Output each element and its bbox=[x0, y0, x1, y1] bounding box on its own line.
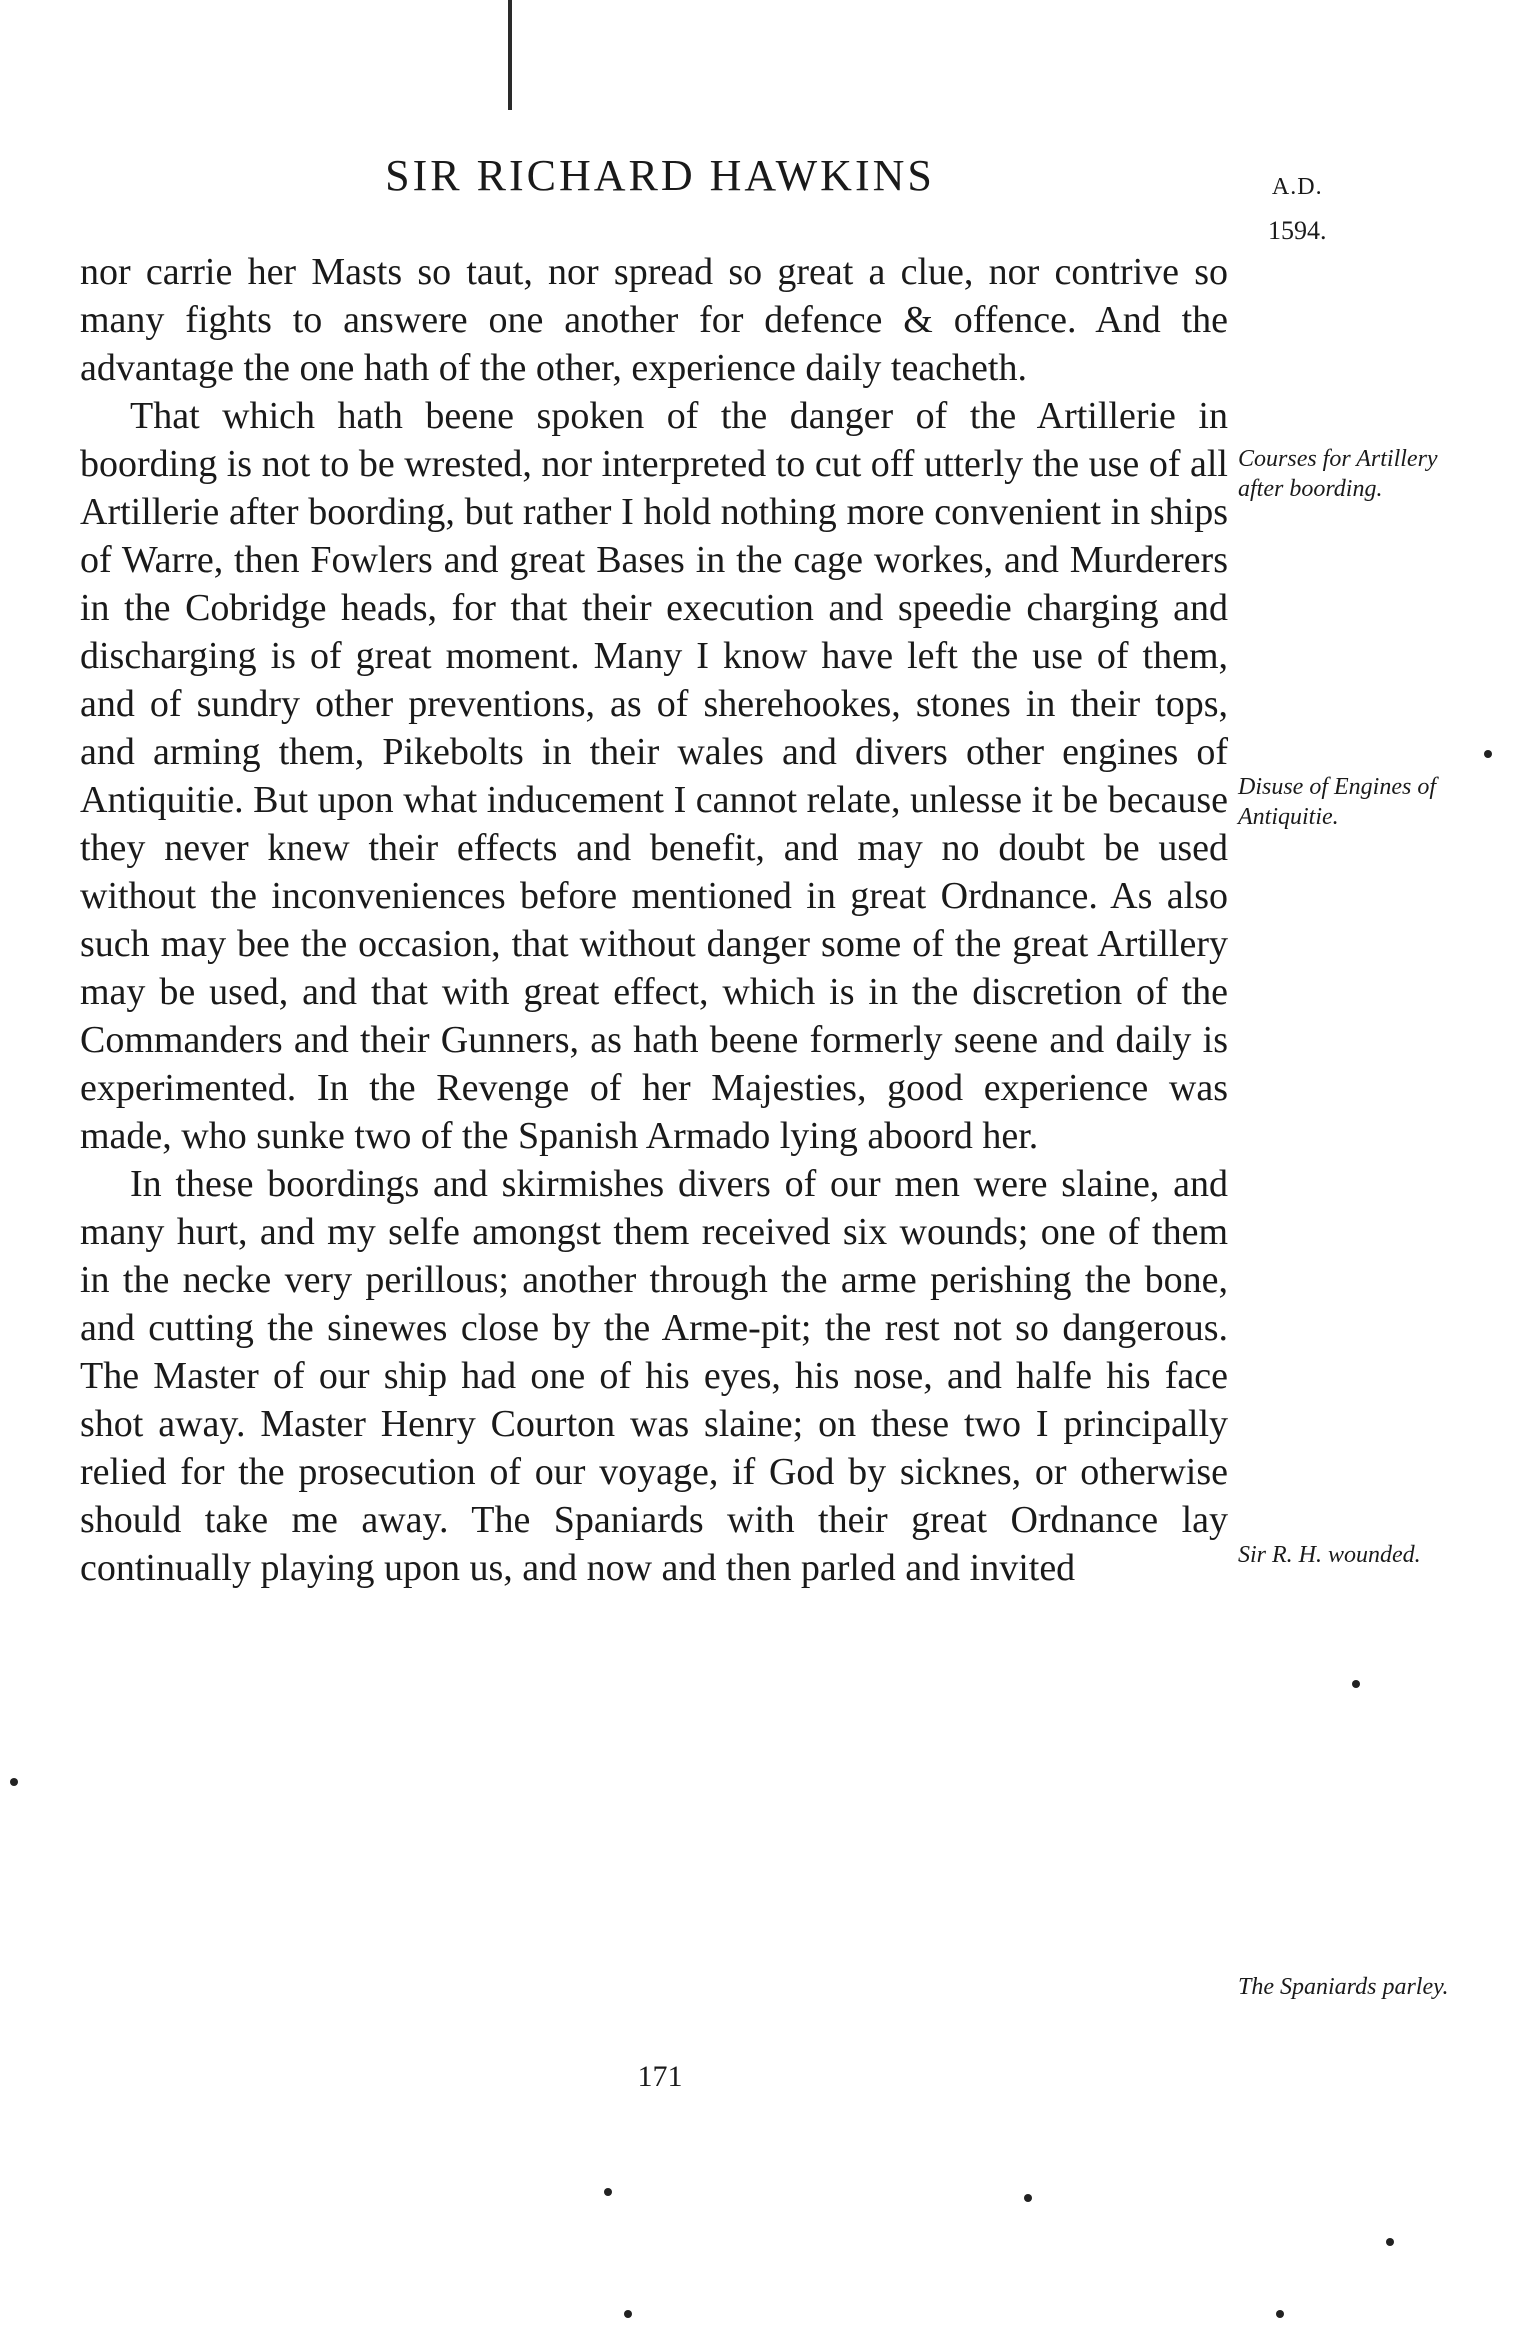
print-speck bbox=[1352, 1680, 1360, 1688]
sidenote-wounded: Sir R. H. wounded. bbox=[1238, 1542, 1421, 1568]
print-speck bbox=[1276, 2310, 1284, 2318]
print-speck bbox=[1386, 2238, 1394, 2246]
year-value: 1594. bbox=[1268, 216, 1327, 245]
print-speck bbox=[624, 2310, 632, 2318]
gutter-mark bbox=[508, 0, 512, 110]
sidenote-engines: Disuse of Engines of Antiquitie. bbox=[1238, 774, 1436, 830]
print-speck bbox=[604, 2188, 612, 2196]
print-speck bbox=[1484, 750, 1492, 758]
year-marginal bbox=[1268, 165, 1327, 253]
year-era: A.D. bbox=[1271, 174, 1323, 200]
paragraph-2: That which hath beene spoken of the danger of the Artillerie in boording is not to be wrested, nor interpreted to cut off utterly the use of all Artillerie after boording, but rather I hold nothing more convenient in ships of Warre, then Fowlers and great Bases in the cage workes, and Murderers in the Cobridge heads, for that their execution and speedie charging and discharging is of great moment. Many I know have left the use of them, and of sundry other preventions, as of sherehookes, stones in their tops, and arming them, Pikebolts in their wales and divers other engines of Antiquitie. But upon what inducement I cannot relate, unlesse it be because they never knew their effects and benefit, and may no doubt be used without the inconveniences before mentioned in great Ordnance. As also such may bee the occasion, that without danger some of the great Artillery may be used, and that with great effect, which is in the discretion of the Commanders and their Gunners, as hath beene formerly seene and daily is experimented. In the Revenge of her Majesties, good experience was made, who sunke two of the Spanish Armado lying aboord her. bbox=[80, 395, 1228, 1157]
print-speck bbox=[10, 1778, 18, 1786]
running-title: SIR RICHARD HAWKINS bbox=[385, 151, 935, 200]
paragraph-3: In these boordings and skirmishes divers of our men were slaine, and many hurt, and my selfe amongst them received six wounds; one of them in the necke very perillous; another through the arme perishing the bone, and cutting the sinewes close by the Arme-pit; the rest not so dangerous. The Master of our ship had one of his eyes, his nose, and halfe his face shot away. Master Henry Courton was slaine; on these two I principally relied for the prosecution of our voyage, if God by sicknes, or otherwise should take me away. The Spaniards with their great Ordnance lay continually playing upon us, and now and then parled and invited bbox=[80, 1163, 1228, 1589]
body-text bbox=[80, 248, 1228, 1592]
print-speck bbox=[1024, 2194, 1032, 2202]
page-number: 171 bbox=[637, 2060, 683, 2093]
paragraph-1: nor carrie her Masts so taut, nor spread so great a clue, nor contrive so many fights to answere one another for defence & offence. And the advantage the one hath of the other, experience daily teacheth. bbox=[80, 251, 1228, 389]
sidenote-artillery: Courses for Artillery after boording. bbox=[1238, 446, 1438, 502]
sidenote-parley: The Spaniards parley. bbox=[1238, 1974, 1449, 2000]
